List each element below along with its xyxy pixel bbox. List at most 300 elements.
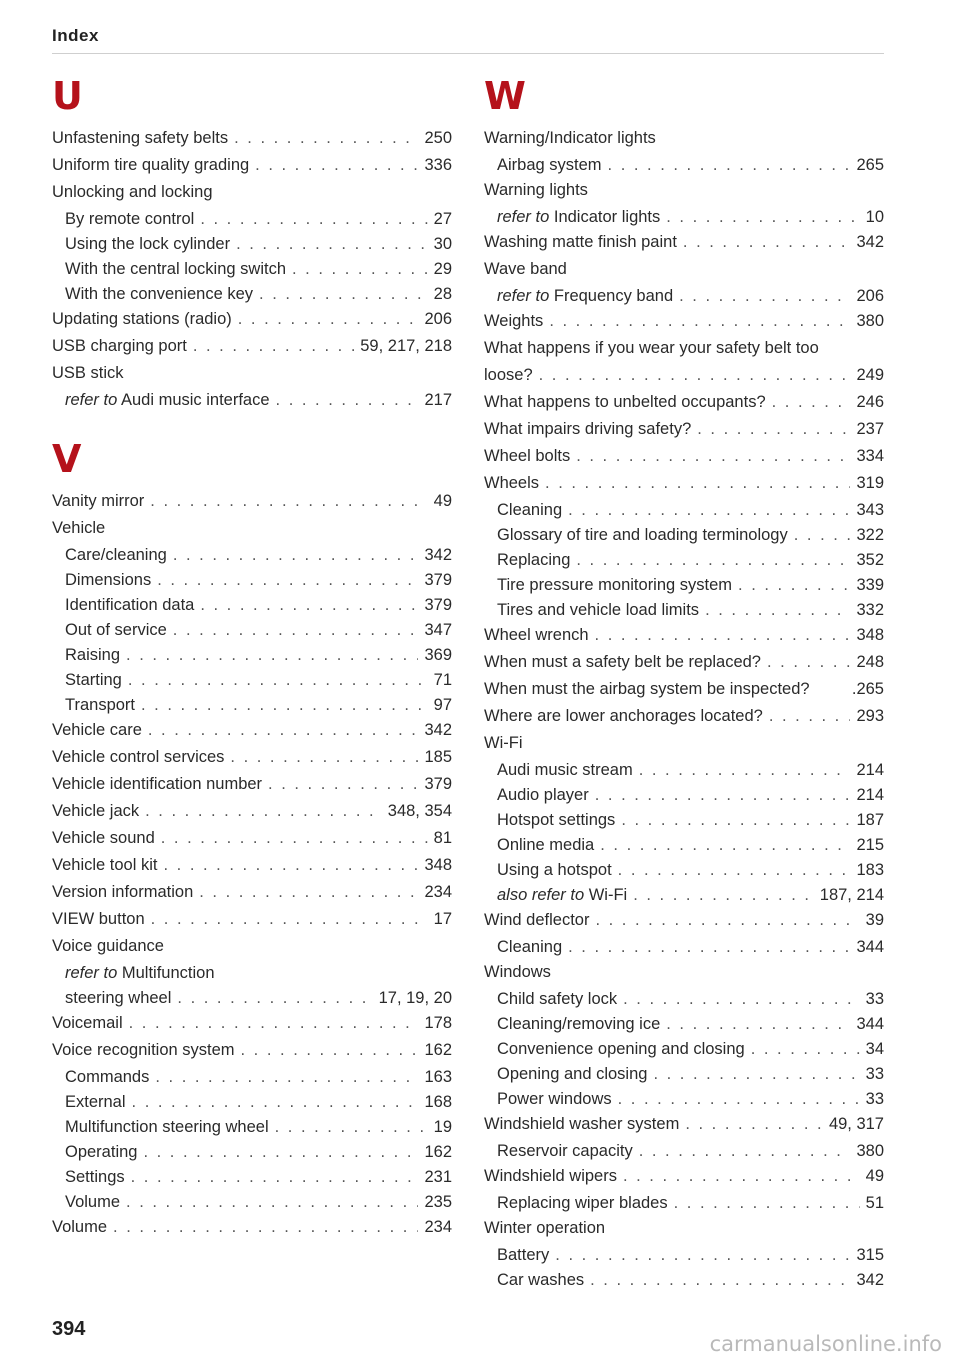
entry-term — [65, 1165, 125, 1189]
entry-term — [52, 934, 164, 958]
entry-term-text: Where are lower anchorages located? — [484, 707, 763, 725]
entry-term — [52, 853, 157, 877]
index-column-left — [52, 74, 452, 1242]
entry-page-ref[interactable]: 33 — [865, 1090, 884, 1108]
entry-page-ref[interactable]: 334 — [856, 447, 884, 465]
entry-page-ref[interactable]: 344 — [856, 1015, 884, 1033]
entry-page-ref[interactable]: 343 — [856, 501, 884, 519]
entry-term-text: What happens if you wear your safety belt too — [484, 339, 819, 357]
entry-term — [65, 593, 194, 617]
entry-term-text: Audi music interface — [120, 391, 270, 409]
dot-leader — [155, 1065, 418, 1089]
entry-page-ref[interactable]: 17, 19, 20 — [378, 989, 452, 1007]
dot-leader — [539, 363, 851, 387]
dot-leader — [157, 568, 418, 592]
entry-term-text: Voice guidance — [52, 937, 164, 955]
index-entry — [484, 1164, 884, 1188]
entry-term-text: Commands — [65, 1068, 150, 1086]
entry-term — [484, 1112, 679, 1136]
entry-reference-note: refer to — [65, 964, 118, 982]
entry-page-ref[interactable]: 185 — [424, 748, 452, 766]
entry-page-ref[interactable]: 97 — [433, 696, 452, 714]
dot-leader — [292, 257, 428, 281]
index-entry — [52, 361, 452, 385]
page-header: Index — [52, 26, 99, 45]
entry-page-ref[interactable]: 178 — [424, 1014, 452, 1032]
entry-page-ref[interactable]: 248 — [856, 653, 884, 671]
entry-term-text: Wi-Fi — [484, 734, 523, 752]
entry-term-text: USB stick — [52, 364, 124, 382]
entry-term — [484, 444, 570, 468]
entry-term — [484, 417, 691, 441]
entry-page-ref[interactable]: 342 — [856, 233, 884, 251]
index-subentry — [52, 257, 452, 281]
entry-term — [497, 1012, 660, 1036]
dot-leader — [259, 282, 428, 306]
index-subentry — [484, 833, 884, 857]
entry-term — [484, 126, 656, 150]
entry-term — [497, 987, 617, 1011]
entry-page-ref[interactable]: 348 — [856, 626, 884, 644]
entry-term-text: Hotspot settings — [497, 811, 616, 829]
entry-term — [497, 883, 627, 907]
entry-page-ref[interactable]: 322 — [856, 526, 884, 544]
index-subentry — [484, 1268, 884, 1292]
entry-term-text: Uniform tire quality grading — [52, 156, 250, 174]
entry-term — [65, 643, 120, 667]
index-subentry — [484, 1012, 884, 1036]
entry-term-text: External — [65, 1093, 126, 1111]
entry-page-ref[interactable]: 162 — [424, 1143, 452, 1161]
entry-page-ref[interactable]: 214 — [856, 761, 884, 779]
entry-page-ref[interactable]: 369 — [424, 646, 452, 664]
entry-page-ref[interactable]: 342 — [424, 721, 452, 739]
entry-term-text: Cleaning — [497, 938, 563, 956]
entry-term-text: Washing matte finish paint — [484, 233, 677, 251]
entry-term-text: Using the lock cylinder — [65, 235, 231, 253]
index-subentry — [484, 1139, 884, 1163]
index-subentry — [52, 1090, 452, 1114]
index-entry — [52, 334, 452, 358]
dot-leader — [674, 1191, 860, 1215]
index-subentry — [52, 643, 452, 667]
index-subentry — [52, 282, 452, 306]
entry-term-text: Transport — [65, 696, 135, 714]
entry-term-text: Warning/Indicator lights — [484, 129, 656, 147]
dot-leader — [268, 772, 418, 796]
index-entry — [52, 718, 452, 742]
entry-term — [497, 1191, 668, 1215]
dot-leader — [199, 880, 418, 904]
entry-page-ref[interactable]: 39 — [865, 911, 884, 929]
dot-leader — [234, 126, 418, 150]
dot-leader — [150, 489, 427, 513]
dot-leader — [639, 758, 851, 782]
dot-leader — [549, 309, 850, 333]
entry-page-ref[interactable]: 163 — [424, 1068, 452, 1086]
index-subentry — [52, 593, 452, 617]
dot-leader — [679, 284, 850, 308]
page-number: 394 — [52, 1318, 86, 1340]
index-subentry — [484, 573, 884, 597]
entry-term — [484, 960, 551, 984]
entry-term — [497, 758, 633, 782]
dot-leader — [590, 1268, 850, 1292]
dot-leader — [163, 853, 418, 877]
entry-term — [497, 523, 788, 547]
entry-page-ref[interactable]: 265 — [856, 156, 884, 174]
entry-term-text: Vehicle — [52, 519, 106, 537]
index-entry — [484, 677, 884, 701]
index-entry — [52, 799, 452, 823]
entry-term — [484, 908, 589, 932]
dot-leader — [113, 1215, 418, 1239]
entry-term-text: Indicator lights — [553, 208, 661, 226]
index-subentry — [484, 284, 884, 308]
index-entry — [484, 309, 884, 333]
watermark: carmanualsonline.info — [709, 1332, 942, 1356]
entry-term-text: Glossary of tire and loading terminology — [497, 526, 788, 544]
entry-term-text: Child safety lock — [497, 990, 618, 1008]
entry-term-text: With the central locking switch — [65, 260, 287, 278]
dot-leader — [794, 523, 851, 547]
entry-term-text: Opening and closing — [497, 1065, 648, 1083]
index-subentry — [52, 1190, 452, 1214]
index-entry — [484, 336, 884, 360]
index-subentry — [52, 986, 452, 1010]
entry-page-ref[interactable]: 380 — [856, 1142, 884, 1160]
entry-term-text: Settings — [65, 1168, 125, 1186]
entry-term-text: Multifunction steering wheel — [65, 1118, 269, 1136]
entry-page-ref[interactable]: 250 — [424, 129, 452, 147]
entry-page-ref[interactable]: 379 — [424, 775, 452, 793]
entry-page-ref[interactable]: 234 — [424, 883, 452, 901]
index-entry — [52, 826, 452, 850]
entry-page-ref[interactable]: 29 — [433, 260, 452, 278]
entry-term — [497, 548, 570, 572]
index-entry — [52, 853, 452, 877]
entry-page-ref[interactable]: .265 — [851, 680, 884, 698]
entry-term-text: Vehicle identification number — [52, 775, 263, 793]
entry-term-text: Convenience opening and closing — [497, 1040, 745, 1058]
entry-term-text: Updating stations (radio) — [52, 310, 232, 328]
entry-term — [65, 282, 253, 306]
entry-term-text: Windows — [484, 963, 551, 981]
entry-term-text: steering wheel — [65, 989, 172, 1007]
section-letter: W — [484, 74, 526, 118]
entry-term-text: Wheel bolts — [484, 447, 571, 465]
entry-page-ref[interactable]: 379 — [424, 571, 452, 589]
entry-term-text: Replacing wiper blades — [497, 1194, 668, 1212]
index-subentry — [484, 808, 884, 832]
entry-page-ref[interactable]: 17 — [433, 910, 452, 928]
dot-leader — [576, 548, 850, 572]
entry-term — [65, 232, 230, 256]
dot-leader — [161, 826, 428, 850]
entry-page-ref[interactable]: 332 — [856, 601, 884, 619]
entry-page-ref[interactable]: 71 — [433, 671, 452, 689]
entry-page-ref[interactable]: 217 — [424, 391, 452, 409]
entry-term-text: Wheels — [484, 474, 540, 492]
entry-term-text: Audi music stream — [497, 761, 633, 779]
index-subentry — [52, 961, 452, 985]
entry-page-ref[interactable]: 59, 217, 218 — [360, 337, 452, 355]
entry-page-ref[interactable]: 33 — [865, 1065, 884, 1083]
entry-page-ref[interactable]: 336 — [424, 156, 452, 174]
entry-page-ref[interactable]: 315 — [856, 1246, 884, 1264]
index-subentry — [484, 758, 884, 782]
entry-page-ref[interactable]: 246 — [856, 393, 884, 411]
dot-leader — [633, 883, 814, 907]
dot-leader — [639, 1139, 851, 1163]
entry-term — [52, 180, 213, 204]
entry-page-ref[interactable]: 319 — [856, 474, 884, 492]
dot-leader — [276, 388, 419, 412]
dot-leader — [230, 745, 418, 769]
entry-term-text: Online media — [497, 836, 595, 854]
dot-leader — [275, 1115, 428, 1139]
entry-term — [52, 799, 139, 823]
entry-page-ref[interactable]: 234 — [424, 1218, 452, 1236]
entry-term-text: Unlocking and locking — [52, 183, 213, 201]
entry-page-ref[interactable]: 49, 317 — [828, 1115, 884, 1133]
index-subentry — [52, 668, 452, 692]
dot-leader — [568, 498, 850, 522]
entry-term-text: What happens to unbelted occupants? — [484, 393, 766, 411]
index-subentry — [52, 232, 452, 256]
entry-term-text: Vehicle jack — [52, 802, 140, 820]
dot-leader — [131, 1165, 419, 1189]
entry-term — [52, 334, 187, 358]
entry-term — [65, 543, 167, 567]
entry-term-text: Winter operation — [484, 1219, 606, 1237]
entry-term — [484, 677, 810, 701]
entry-page-ref[interactable]: 34 — [865, 1040, 884, 1058]
entry-page-ref[interactable]: 352 — [856, 551, 884, 569]
entry-page-ref[interactable]: 206 — [856, 287, 884, 305]
entry-term-text: Identification data — [65, 596, 195, 614]
dot-leader — [595, 783, 851, 807]
entry-term-text: Vehicle tool kit — [52, 856, 158, 874]
entry-term — [484, 230, 677, 254]
entry-page-ref[interactable]: 339 — [856, 576, 884, 594]
index-subentry — [52, 1115, 452, 1139]
section-spacer — [52, 413, 452, 437]
entry-term-text: Unfastening safety belts — [52, 129, 229, 147]
entry-term — [497, 1037, 745, 1061]
entry-page-ref[interactable]: 49 — [433, 492, 452, 510]
entry-page-ref[interactable]: 19 — [433, 1118, 452, 1136]
entry-term — [497, 808, 615, 832]
entry-page-ref[interactable]: 30 — [433, 235, 452, 253]
index-subentry — [484, 205, 884, 229]
index-entry — [52, 516, 452, 540]
entry-term-text: Vanity mirror — [52, 492, 145, 510]
entry-page-ref[interactable]: 51 — [865, 1194, 884, 1212]
entry-page-ref[interactable]: 187, 214 — [819, 886, 884, 904]
entry-page-ref[interactable]: 347 — [424, 621, 452, 639]
index-entry — [484, 960, 884, 984]
entry-term — [52, 1038, 235, 1062]
entry-term — [65, 1140, 137, 1164]
index-subentry — [484, 783, 884, 807]
dot-leader — [653, 1062, 859, 1086]
entry-term-text: Warning lights — [484, 181, 588, 199]
entry-term — [497, 783, 589, 807]
entry-term — [52, 1011, 123, 1035]
dot-leader — [769, 704, 851, 728]
entry-page-ref[interactable]: 168 — [424, 1093, 452, 1111]
entry-term — [52, 489, 144, 513]
entry-term — [52, 126, 228, 150]
entry-term — [52, 772, 262, 796]
index-subentry — [484, 498, 884, 522]
entry-reference-note: refer to — [497, 208, 550, 226]
entry-page-ref[interactable]: 183 — [856, 861, 884, 879]
entry-term-text: With the convenience key — [65, 285, 254, 303]
index-entry — [484, 417, 884, 441]
dot-leader — [148, 718, 419, 742]
entry-page-ref[interactable]: 342 — [856, 1271, 884, 1289]
entry-page-ref[interactable]: 380 — [856, 312, 884, 330]
entry-term — [65, 693, 135, 717]
entry-term — [65, 257, 286, 281]
index-entry — [52, 1038, 452, 1062]
dot-leader — [128, 668, 428, 692]
dot-leader — [126, 643, 418, 667]
entry-reference-note: refer to — [65, 391, 118, 409]
entry-term-text: Volume — [65, 1193, 121, 1211]
entry-page-ref[interactable]: 249 — [856, 366, 884, 384]
dot-leader — [555, 1243, 850, 1267]
entry-term-text: Replacing — [497, 551, 571, 569]
index-subentry — [52, 207, 452, 231]
entry-term-text: Airbag system — [497, 156, 602, 174]
dot-leader — [595, 908, 859, 932]
entry-term — [484, 178, 588, 202]
entry-term-text: Wi-Fi — [588, 886, 628, 904]
entry-page-ref[interactable]: 33 — [865, 990, 884, 1008]
dot-leader — [685, 1112, 823, 1136]
index-entry — [484, 471, 884, 495]
header-divider — [52, 53, 884, 54]
entry-term-text: Wheel wrench — [484, 626, 589, 644]
entry-term — [484, 309, 543, 333]
entry-term — [484, 704, 763, 728]
entry-page-ref[interactable]: 162 — [424, 1041, 452, 1059]
dot-leader — [143, 1140, 418, 1164]
entry-term-text: Tires and vehicle load limits — [497, 601, 700, 619]
dot-leader — [200, 207, 427, 231]
entry-page-ref[interactable]: 293 — [856, 707, 884, 725]
index-entry — [484, 908, 884, 932]
entry-term — [484, 1164, 617, 1188]
entry-term — [52, 718, 142, 742]
entry-term — [484, 363, 533, 387]
entry-term — [65, 618, 167, 642]
entry-page-ref[interactable]: 231 — [424, 1168, 452, 1186]
index-entry — [484, 1112, 884, 1136]
entry-page-ref[interactable]: 206 — [424, 310, 452, 328]
index-entry — [52, 307, 452, 331]
index-entry — [52, 745, 452, 769]
entry-term-text: Reservoir capacity — [497, 1142, 633, 1160]
index-entry — [52, 934, 452, 958]
dot-leader — [141, 693, 428, 717]
dot-leader — [173, 543, 419, 567]
entry-term-text: Starting — [65, 671, 122, 689]
entry-term — [52, 153, 249, 177]
index-subentry — [52, 543, 452, 567]
entry-term — [497, 1139, 633, 1163]
entry-term — [497, 205, 660, 229]
entry-page-ref[interactable]: 187 — [856, 811, 884, 829]
entry-term — [484, 390, 766, 414]
dot-leader — [767, 650, 850, 674]
index-entry — [484, 650, 884, 674]
entry-page-ref[interactable]: 379 — [424, 596, 452, 614]
entry-term-text: Vehicle care — [52, 721, 142, 739]
dot-leader — [623, 1164, 860, 1188]
entry-term-text: Vehicle control services — [52, 748, 225, 766]
entry-page-ref[interactable]: 10 — [865, 208, 884, 226]
entry-term-text: When must the airbag system be inspected? — [484, 680, 810, 698]
entry-term — [52, 907, 145, 931]
entry-term — [65, 388, 270, 412]
entry-term-text: Volume — [52, 1218, 108, 1236]
index-entry — [484, 444, 884, 468]
index-subentry — [484, 523, 884, 547]
index-subentry — [484, 987, 884, 1011]
entry-page-ref[interactable]: 348, 354 — [387, 802, 452, 820]
index-entry — [484, 230, 884, 254]
index-subentry — [52, 388, 452, 412]
entry-page-ref[interactable]: 81 — [433, 829, 452, 847]
dot-leader — [666, 205, 859, 229]
dot-leader — [600, 833, 850, 857]
index-entry — [484, 363, 884, 387]
entry-page-ref[interactable]: 237 — [856, 420, 884, 438]
entry-page-ref[interactable]: 348 — [424, 856, 452, 874]
dot-leader — [618, 1087, 860, 1111]
index-entry — [52, 180, 452, 204]
entry-page-ref[interactable]: 214 — [856, 786, 884, 804]
entry-page-ref[interactable]: 215 — [856, 836, 884, 854]
entry-page-ref[interactable]: 235 — [424, 1193, 452, 1211]
entry-page-ref[interactable]: 27 — [433, 210, 452, 228]
entry-term-text: Weights — [484, 312, 544, 330]
dot-leader — [608, 153, 851, 177]
entry-term — [484, 471, 539, 495]
entry-term — [65, 961, 215, 985]
entry-term — [52, 1215, 107, 1239]
entry-page-ref[interactable]: 342 — [424, 546, 452, 564]
entry-page-ref[interactable]: 28 — [433, 285, 452, 303]
entry-page-ref[interactable]: 49 — [865, 1167, 884, 1185]
entry-term — [484, 623, 589, 647]
dot-leader — [129, 1011, 419, 1035]
index-entry — [52, 126, 452, 150]
entry-page-ref[interactable]: 344 — [856, 938, 884, 956]
dot-leader — [132, 1090, 419, 1114]
dot-leader — [200, 593, 418, 617]
entry-term — [497, 833, 594, 857]
entry-term — [484, 336, 819, 360]
entry-term-text: What impairs driving safety? — [484, 420, 692, 438]
index-subentry — [484, 1191, 884, 1215]
entry-term-text: Car washes — [497, 1271, 585, 1289]
index-entry — [484, 390, 884, 414]
